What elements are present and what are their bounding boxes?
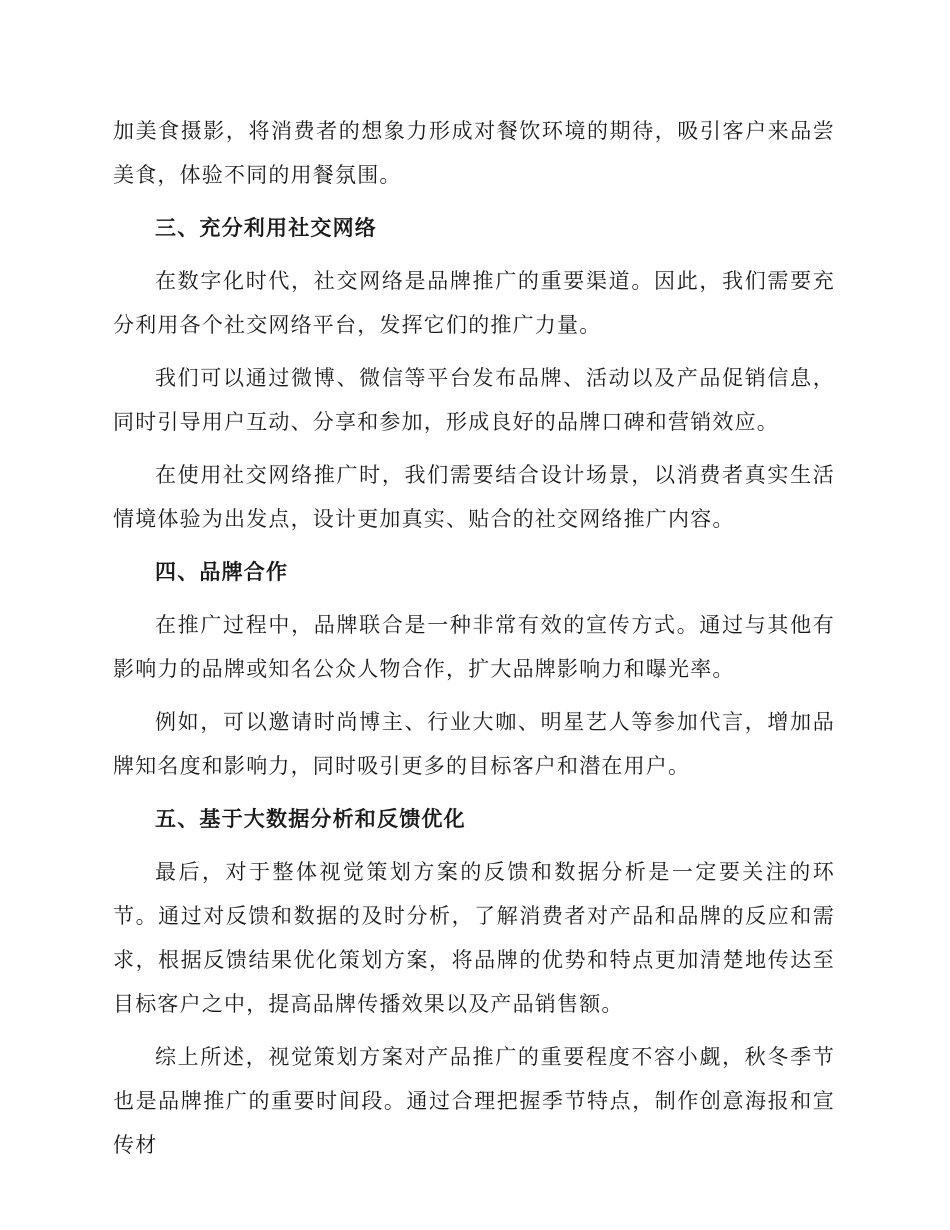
paragraph: 综上所述，视觉策划方案对产品推广的重要程度不容小觑，秋冬季节也是品牌推广的重要时间段。通过合理把握季节特点，制作创意海报和宣传材 [113, 1045, 835, 1157]
paragraph: 在推广过程中，品牌联合是一种非常有效的宣传方式。通过与其他有影响力的品牌或知名公众人物合作，扩大品牌影响力和曝光率。 [113, 613, 835, 681]
section-heading-big-data: 五、基于大数据分析和反馈优化 [155, 806, 466, 831]
document-body [113, 109, 835, 1167]
paragraph: 在数字化时代，社交网络是品牌推广的重要渠道。因此，我们需要充分利用各个社交网络平台，发挥它们的推广力量。 [113, 269, 835, 337]
paragraph: 例如，可以邀请时尚博主、行业大咖、明星艺人等参加代言，增加品牌知名度和影响力，同时吸引更多的目标客户和潜在用户。 [113, 710, 835, 778]
section-heading-brand-cooperation: 四、品牌合作 [155, 559, 289, 584]
paragraph: 在使用社交网络推广时，我们需要结合设计场景，以消费者真实生活情境体验为出发点，设计更加真实、贴合的社交网络推广内容。 [113, 463, 835, 531]
paragraph: 最后，对于整体视觉策划方案的反馈和数据分析是一定要关注的环节。通过对反馈和数据的及时分析，了解消费者对产品和品牌的反应和需求，根据反馈结果优化策划方案，将品牌的优势和特点更加清楚地传达至目标客户之中，提高品牌传播效果以及产品销售额。 [113, 860, 835, 1016]
paragraph: 我们可以通过微博、微信等平台发布品牌、活动以及产品促销信息，同时引导用户互动、分享和参加，形成良好的品牌口碑和营销效应。 [113, 366, 835, 434]
section-heading-social-network: 三、充分利用社交网络 [155, 215, 377, 240]
paragraph-continued: 加美食摄影，将消费者的想象力形成对餐饮环境的期待，吸引客户来品尝美食，体验不同的用餐氛围。 [113, 119, 835, 187]
